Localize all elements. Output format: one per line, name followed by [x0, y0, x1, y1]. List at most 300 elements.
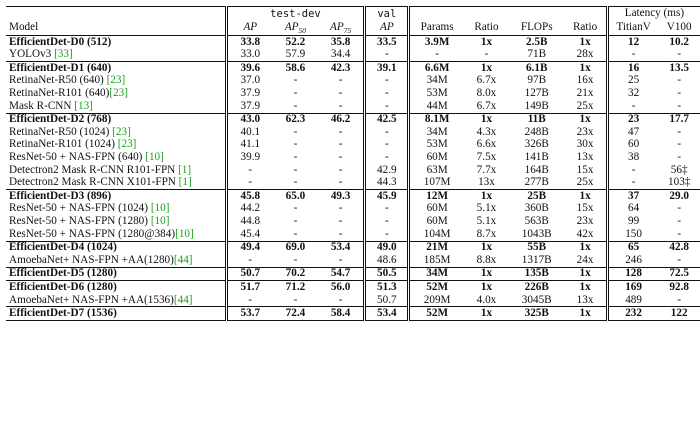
- header-row-2: [6, 21, 700, 36]
- val-cell: 49.0: [365, 241, 409, 254]
- ap50-cell: -: [293, 202, 298, 215]
- v100-cell: 17.7: [658, 113, 700, 126]
- params-cell: 3.9M: [409, 36, 464, 49]
- params-cell: 60M: [409, 203, 464, 216]
- table-row: [6, 307, 700, 321]
- params-cell: 34M: [409, 75, 464, 88]
- v100-cell: -: [677, 125, 682, 138]
- flops-cell: 325B: [509, 307, 564, 321]
- r2-cell: 23x: [576, 125, 594, 138]
- v100-cell: 122: [658, 307, 700, 321]
- r2-cell: 42x: [576, 227, 594, 240]
- v100-cell: 42.8: [658, 241, 700, 254]
- citation-link[interactable]: [13]: [74, 99, 93, 112]
- model-name: EfficientDet-D6 (1280): [9, 280, 117, 293]
- val-cell: -: [365, 151, 409, 164]
- ap-cell: 50.7: [226, 267, 273, 281]
- r1-cell: 6.6x: [476, 138, 497, 151]
- val-header: val: [365, 7, 409, 22]
- citation-link[interactable]: [33]: [54, 48, 73, 61]
- val-cell: -: [365, 87, 409, 100]
- ap50-cell: 71.2: [273, 281, 318, 294]
- ap-cell: 39.6: [226, 62, 273, 75]
- ap50-cell: 72.4: [273, 307, 318, 321]
- r2-cell: 1x: [564, 190, 607, 203]
- r2-cell: 25x: [576, 176, 594, 189]
- flops-cell: 141B: [524, 151, 549, 164]
- titan-cell: 150: [607, 228, 658, 241]
- v100-cell: -: [677, 293, 682, 306]
- r2-cell: 1x: [579, 35, 591, 48]
- val-cell: -: [365, 126, 409, 139]
- ap75-cell: -: [338, 163, 343, 176]
- flops-cell: 6.1B: [509, 62, 564, 75]
- r1-cell: 1x: [464, 113, 509, 126]
- model-name: RetinaNet-R50 (640): [9, 74, 107, 87]
- ap75-cell: -: [338, 227, 343, 240]
- citation-link[interactable]: [23]: [117, 138, 137, 151]
- ap-cell: -: [226, 177, 273, 190]
- titan-cell: 169: [607, 281, 658, 294]
- titan-cell: 64: [607, 203, 658, 216]
- ap75-cell: -: [338, 293, 343, 306]
- ap50-cell: -: [293, 253, 298, 266]
- r1-cell: 1x: [464, 190, 509, 203]
- ap75-cell: 34.4: [330, 48, 351, 61]
- ap75-header: $AP_{75}$: [318, 21, 365, 36]
- ap50-cell: -: [293, 125, 298, 138]
- model-cell: [6, 190, 226, 203]
- v100-cell: 103‡: [668, 176, 691, 189]
- r2-cell: 13x: [576, 151, 594, 164]
- titan-cell: 23: [607, 113, 658, 126]
- testdev-header: test-dev: [226, 7, 364, 22]
- ratio2-header: Ratio: [564, 21, 607, 36]
- r2-cell: 21x: [576, 87, 594, 100]
- citation-link[interactable]: [1]: [178, 176, 192, 189]
- ap-cell: 33.8: [226, 36, 273, 49]
- model-name: EfficientDet-D2 (768): [9, 113, 112, 126]
- model-cell: [6, 164, 226, 177]
- flops-cell: 25B: [509, 190, 564, 203]
- r1-cell: 1x: [464, 267, 509, 281]
- flops-cell: 326B: [524, 138, 549, 151]
- r2-cell: 15x: [576, 163, 594, 176]
- ap75-cell: 56.0: [318, 281, 365, 294]
- model-cell: [6, 228, 226, 241]
- params-cell: 8.1M: [409, 113, 464, 126]
- ap75-cell: 58.4: [318, 307, 365, 321]
- val-cell: 44.3: [365, 177, 409, 190]
- v100-cell: -: [677, 99, 682, 112]
- params-cell: 34M: [409, 126, 464, 139]
- model-header: Model: [6, 21, 226, 36]
- params-cell: 60M: [409, 151, 464, 164]
- titan-cell: 37: [607, 190, 658, 203]
- params-cell: 185M: [409, 254, 464, 267]
- table-row: [6, 281, 700, 294]
- table-row: [6, 113, 700, 126]
- titan-cell: 47: [607, 126, 658, 139]
- flops-cell: 149B: [524, 99, 549, 112]
- r2-cell: 1x: [564, 267, 607, 281]
- model-name: EfficientDet-D1 (640): [9, 61, 112, 74]
- val-cell: 45.9: [365, 190, 409, 203]
- flops-cell: 1043B: [521, 227, 552, 240]
- model-cell: [6, 62, 226, 75]
- val-cell: -: [365, 75, 409, 88]
- ap75-cell: -: [338, 99, 343, 112]
- ap75-cell: -: [338, 138, 343, 151]
- ratio1-header: Ratio: [464, 21, 509, 36]
- ap-cell: 39.9: [226, 151, 273, 164]
- v100-cell: 10.2: [669, 35, 689, 48]
- titan-cell: 489: [607, 294, 658, 307]
- ap75-cell: -: [338, 215, 343, 227]
- ap-cell: 45.8: [226, 190, 273, 203]
- ap50-cell: -: [293, 138, 298, 151]
- r1-cell: 4.3x: [476, 125, 497, 138]
- model-name: RetinaNet-R50 (1024): [9, 125, 113, 138]
- val-cell: 33.5: [365, 36, 409, 49]
- ap-cell: 44.8: [226, 215, 273, 228]
- model-cell: [6, 307, 226, 321]
- v100-cell: -: [677, 87, 682, 100]
- v100-cell: -: [677, 253, 682, 266]
- v100-cell: -: [677, 227, 682, 240]
- table-row: [6, 177, 700, 190]
- params-cell: 52M: [409, 307, 464, 321]
- ap50-cell: -: [293, 99, 298, 112]
- params-cell: 12M: [409, 190, 464, 203]
- r1-cell: -: [484, 48, 489, 61]
- ap75-cell: -: [338, 202, 343, 215]
- val-cell: -: [365, 228, 409, 241]
- model-cell: [6, 254, 226, 267]
- header-row-1: [6, 7, 700, 22]
- ap50-cell: 58.6: [273, 62, 318, 75]
- titan-cell: 246: [607, 254, 658, 267]
- model-cell: [6, 113, 226, 126]
- model-name: ResNet-50 + NAS-FPN (1280@384): [9, 227, 176, 240]
- table-row: [6, 100, 700, 113]
- ap50-header: $AP_{50}$: [273, 21, 318, 36]
- v100-cell: 29.0: [658, 190, 700, 203]
- v100-cell: -: [677, 202, 682, 215]
- citation-link[interactable]: [10]: [175, 227, 194, 240]
- val-cell: -: [365, 100, 409, 113]
- params-cell: 53M: [409, 87, 464, 100]
- model-cell: [6, 215, 226, 228]
- params-cell: 107M: [409, 177, 464, 190]
- titanv-header: TitianV: [607, 21, 658, 36]
- params-cell: 52M: [409, 281, 464, 294]
- model-cell: [6, 75, 226, 88]
- titan-cell: 32: [607, 87, 658, 100]
- r1-cell: 8.0x: [476, 87, 497, 100]
- params-cell: 34M: [409, 267, 464, 281]
- r1-cell: 1x: [464, 307, 509, 321]
- ap50-cell: 69.0: [273, 241, 318, 254]
- params-cell: 209M: [409, 294, 464, 307]
- r2-cell: 28x: [576, 48, 594, 61]
- r2-cell: 30x: [576, 138, 594, 151]
- titan-cell: 12: [607, 36, 658, 49]
- val-cell: 50.7: [365, 294, 409, 307]
- v100-cell: -: [677, 215, 682, 227]
- model-cell: [6, 126, 226, 139]
- table-row: [6, 267, 700, 281]
- titan-cell: -: [607, 49, 658, 62]
- ap50-cell: -: [293, 227, 298, 240]
- v100-cell: -: [677, 74, 682, 87]
- ap75-cell: -: [338, 151, 343, 164]
- r1-cell: 1x: [464, 62, 509, 75]
- model-name: EfficientDet-D7 (1536): [9, 307, 117, 320]
- titan-cell: 25: [607, 75, 658, 88]
- citation-link[interactable]: [44]: [173, 293, 193, 306]
- ap-cell: 44.2: [226, 203, 273, 216]
- model-header-spacer: [6, 7, 226, 22]
- ap50-cell: 62.3: [273, 113, 318, 126]
- table-row: [6, 139, 700, 152]
- ap75-cell: 53.4: [318, 241, 365, 254]
- titan-cell: -: [607, 177, 658, 190]
- model-cell: [6, 241, 226, 254]
- ap50-cell: -: [293, 151, 298, 164]
- ap50-cell: -: [293, 293, 298, 306]
- model-cell: [6, 267, 226, 281]
- flops-cell: 226B: [509, 281, 564, 294]
- params-cell: 44M: [409, 100, 464, 113]
- ap75-cell: 54.7: [318, 267, 365, 281]
- model-name: ResNet-50 + NAS-FPN (1024): [9, 202, 151, 215]
- model-name: ResNet-50 + NAS-FPN (1280): [9, 215, 151, 227]
- model-name: Detectron2 Mask R-CNN R101-FPN: [9, 163, 179, 176]
- results-table: [6, 6, 700, 321]
- model-name: EfficientDet-D5 (1280): [9, 267, 117, 280]
- table-row: [6, 241, 700, 254]
- model-cell: [6, 294, 226, 307]
- table-row: [6, 294, 700, 307]
- table-row: [6, 62, 700, 75]
- r2-cell: 1x: [564, 113, 607, 126]
- model-cell: [6, 151, 226, 164]
- flops-cell: 11B: [509, 113, 564, 126]
- model-name: RetinaNet-R101 (1024): [9, 138, 118, 151]
- r1-cell: 1x: [464, 281, 509, 294]
- val-cell: 53.4: [365, 307, 409, 321]
- r1-cell: 8.7x: [476, 227, 497, 240]
- ap-header: AP: [226, 21, 273, 36]
- table-row: [6, 75, 700, 88]
- flops-cell: 135B: [509, 267, 564, 281]
- ap75-cell: 46.2: [318, 113, 365, 126]
- params-cell: -: [409, 49, 464, 62]
- table-row: [6, 190, 700, 203]
- model-cell: [6, 36, 226, 49]
- ap75-cell: -: [338, 176, 343, 189]
- citation-link[interactable]: [10]: [150, 202, 170, 215]
- titan-cell: 65: [607, 241, 658, 254]
- val-cell: -: [365, 215, 409, 228]
- val-cell: 51.3: [365, 281, 409, 294]
- val-cell: -: [365, 49, 409, 62]
- v100-cell: 56‡: [670, 163, 688, 176]
- table-row: [6, 87, 700, 100]
- model-cell: [6, 49, 226, 62]
- flops-cell: 563B: [524, 215, 549, 227]
- titan-cell: 99: [607, 215, 658, 228]
- r2-cell: 24x: [576, 253, 594, 266]
- flops-cell: 248B: [524, 125, 549, 138]
- model-cell: [6, 100, 226, 113]
- table-row: [6, 164, 700, 177]
- ap-cell: -: [226, 294, 273, 307]
- params-cell: 104M: [409, 228, 464, 241]
- ap75-cell: 35.8: [330, 35, 351, 48]
- params-cell: 6.6M: [409, 62, 464, 75]
- ap-cell: 53.7: [226, 307, 273, 321]
- val-cell: 39.1: [365, 62, 409, 75]
- model-cell: [6, 87, 226, 100]
- params-cell: 63M: [409, 164, 464, 177]
- model-name: EfficientDet-D0 (512): [9, 35, 112, 48]
- ap-cell: 37.9: [226, 87, 273, 100]
- citation-link[interactable]: [1]: [178, 163, 192, 176]
- r2-cell: 1x: [564, 307, 607, 321]
- r2-cell: 13x: [576, 293, 594, 306]
- flops-cell: 360B: [524, 202, 549, 215]
- citation-link[interactable]: [10]: [145, 151, 164, 164]
- citation-link[interactable]: [44]: [173, 253, 193, 266]
- v100-cell: 92.8: [658, 281, 700, 294]
- titan-cell: 128: [607, 267, 658, 281]
- v100-header: V100: [658, 21, 700, 36]
- ap75-cell: 42.3: [318, 62, 365, 75]
- model-name: EfficientDet-D3 (896): [9, 189, 112, 202]
- citation-link[interactable]: [10]: [150, 215, 170, 227]
- val-cell: -: [365, 203, 409, 216]
- ap50-cell: 65.0: [273, 190, 318, 203]
- titan-cell: 16: [607, 62, 658, 75]
- val-cell: -: [365, 139, 409, 152]
- cost-header-spacer: [409, 7, 607, 22]
- model-cell: [6, 177, 226, 190]
- flops-cell: 164B: [524, 163, 549, 176]
- r2-cell: 23x: [576, 215, 594, 227]
- r1-cell: 6.7x: [476, 74, 497, 87]
- flops-cell: 127B: [524, 87, 549, 100]
- r1-cell: 7.5x: [476, 151, 497, 164]
- params-cell: 60M: [409, 215, 464, 228]
- v100-cell: -: [677, 48, 682, 61]
- model-cell: [6, 139, 226, 152]
- ap75-cell: -: [338, 87, 343, 100]
- table-row: [6, 254, 700, 267]
- val-cell: 48.6: [365, 254, 409, 267]
- v100-cell: 13.5: [658, 62, 700, 75]
- latency-header: Latency (ms): [607, 7, 700, 22]
- table-row: [6, 228, 700, 241]
- v100-cell: 72.5: [658, 267, 700, 281]
- model-name: YOLOv3: [9, 48, 55, 61]
- titan-cell: 38: [607, 151, 658, 164]
- r1-cell: 13x: [478, 176, 495, 189]
- table-row: [6, 49, 700, 62]
- ap-cell: 37.0: [226, 75, 273, 88]
- r2-cell: 25x: [576, 99, 594, 112]
- titan-cell: -: [607, 100, 658, 113]
- val-ap-header: AP: [365, 21, 409, 36]
- ap-cell: 45.4: [226, 228, 273, 241]
- ap-cell: 33.0: [226, 49, 273, 62]
- r1-cell: 6.7x: [476, 99, 497, 112]
- r1-cell: 7.7x: [476, 163, 497, 176]
- ap-cell: 49.4: [226, 241, 273, 254]
- ap-cell: 51.7: [226, 281, 273, 294]
- flops-cell: 3045B: [521, 293, 552, 306]
- r2-cell: 16x: [576, 74, 594, 87]
- ap50-cell: -: [293, 215, 298, 227]
- table-row: [6, 203, 700, 216]
- ap-cell: -: [226, 164, 273, 177]
- r2-cell: 15x: [576, 202, 594, 215]
- params-cell: 21M: [409, 241, 464, 254]
- citation-link[interactable]: [23]: [112, 125, 131, 138]
- ap75-cell: -: [338, 125, 343, 138]
- table-row: [6, 36, 700, 49]
- r1-cell: 1x: [464, 241, 509, 254]
- titan-cell: 60: [607, 139, 658, 152]
- ap50-cell: 52.2: [285, 35, 306, 48]
- val-cell: 42.5: [365, 113, 409, 126]
- ap50-cell: -: [293, 87, 298, 100]
- model-name: Mask R-CNN: [9, 99, 75, 112]
- ap75-cell: -: [338, 253, 343, 266]
- ap50-cell: -: [293, 163, 298, 176]
- ap-cell: 43.0: [226, 113, 273, 126]
- r1-cell: 8.8x: [476, 253, 497, 266]
- r1-cell: 1x: [480, 35, 493, 48]
- citation-link[interactable]: [23]: [106, 74, 126, 87]
- ap-cell: -: [226, 254, 273, 267]
- params-cell: 53M: [409, 139, 464, 152]
- ap50-cell: 70.2: [273, 267, 318, 281]
- ap50-cell: -: [293, 176, 298, 189]
- model-name: Detectron2 Mask R-CNN X101-FPN: [9, 176, 179, 189]
- flops-header: FLOPs: [509, 21, 564, 36]
- r1-cell: 5.1x: [476, 215, 497, 227]
- model-cell: [6, 281, 226, 294]
- val-cell: 50.5: [365, 267, 409, 281]
- model-cell: [6, 203, 226, 216]
- flops-cell: 1317B: [521, 253, 552, 266]
- r2-cell: 1x: [564, 241, 607, 254]
- r2-cell: 1x: [564, 281, 607, 294]
- v100-cell: -: [677, 138, 682, 151]
- ap50-cell: 57.9: [285, 48, 306, 61]
- model-name: RetinaNet-R101 (640): [9, 87, 110, 100]
- model-name: AmoebaNet+ NAS-FPN +AA(1280): [9, 253, 174, 266]
- ap-cell: 41.1: [226, 139, 273, 152]
- flops-cell: 2.5B: [526, 35, 548, 48]
- ap75-cell: -: [338, 74, 343, 87]
- model-name: AmoebaNet+ NAS-FPN +AA(1536): [9, 293, 174, 306]
- ap-cell: 40.1: [226, 126, 273, 139]
- ap-cell: 37.9: [226, 100, 273, 113]
- citation-link[interactable]: [23]: [109, 87, 128, 100]
